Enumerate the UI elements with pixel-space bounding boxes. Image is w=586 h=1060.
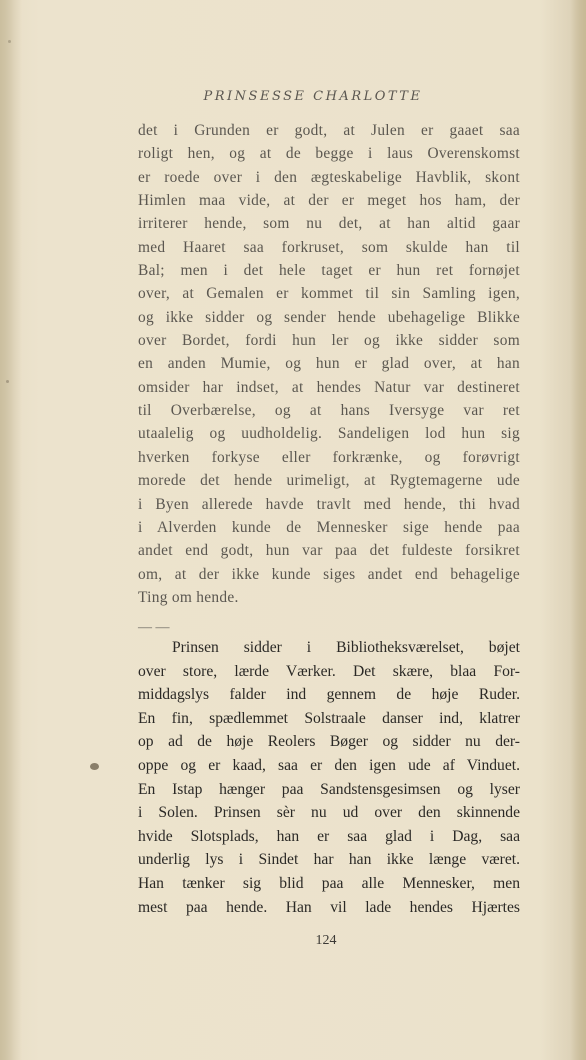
text-line: Han tænker sig blid paa alle Mennesker, men (138, 874, 520, 892)
text-line: op ad de høje Reolers Bøger og sidder nu der- (138, 733, 520, 751)
text-line: det i Grunden er godt, at Julen er gaaet saa (138, 122, 520, 139)
text-line: En fin, spædlemmet Solstraale danser ind, klatrer (138, 709, 520, 727)
text-line: Prinsen sidder i Bibliotheksværelset, bøjet (172, 639, 520, 656)
text-line: til Overbærelse, og at hans Iversyge var ret (138, 402, 520, 420)
text-line: Bal; men i det hele taget er hun ret fornøjet (138, 262, 520, 280)
text-line: i Byen allerede havde travlt med hende, thi hvad (138, 495, 520, 513)
text-line: hvide Slotsplads, han er saa glad i Dag, saa (138, 827, 520, 845)
text-line: roligt hen, og at de begge i laus Overenskomst (138, 145, 520, 163)
text-line: En Istap hænger paa Sandstensgesimsen og lyser (138, 780, 520, 798)
text-line: oppe og er kaad, saa er den igen ude af Vinduet. (138, 756, 520, 774)
section-separator: — — (138, 620, 170, 635)
text-line: er roede over i den ægteskabelige Havblik, skont (138, 168, 520, 186)
paper-blemish (8, 40, 11, 43)
paper-blemish (6, 380, 9, 383)
text-line: middagslys falder ind gennem de høje Ruder. (138, 686, 520, 704)
text-line: i Alverden kunde de Mennesker sige hende paa (138, 518, 520, 536)
text-line: i Solen. Prinsen sèr nu ud over den skinnende (138, 804, 520, 822)
text-line: omsider har indset, at hendes Natur var destineret (138, 378, 520, 396)
text-line: irriterer hende, som nu det, at han altid gaar (138, 215, 520, 233)
paper-blemish (90, 763, 99, 770)
text-line: over, at Gemalen er kommet til sin Samling igen, (138, 285, 520, 303)
text-line: med Haaret saa forkruset, som skulde han til (138, 238, 520, 256)
text-line: Himlen maa vide, at der er meget hos ham, der (138, 192, 520, 210)
text-line: en anden Mumie, og hun er glad over, at han (138, 355, 520, 373)
text-line: andet end godt, hun var paa det fuldeste forsikret (138, 542, 520, 560)
paragraph-1 (138, 119, 520, 609)
text-line: hverken forkyse eller forkrænke, og forøvrigt (138, 448, 520, 466)
text-line: over Bordet, fordi hun ler og ikke sidder som (138, 332, 520, 350)
text-line: over store, lærde Værker. Det skære, blaa For- (138, 662, 520, 680)
page-edge-shadow (570, 0, 586, 1060)
text-line: og ikke sidder og sender hende ubehagelige Blikke (138, 308, 520, 326)
page-gutter-shadow (0, 0, 22, 1060)
paragraph-2 (138, 636, 520, 919)
text-line: Ting om hende. (138, 588, 239, 606)
text-line: morede det hende urimeligt, at Rygtemagerne ude (138, 472, 520, 490)
text-line: om, at der ikke kunde siges andet end behagelige (138, 565, 520, 583)
page-number: 124 (315, 933, 337, 948)
running-header: PRINSESSE CHARLOTTE (203, 89, 423, 104)
text-line: utaalelig og uudholdelig. Sandeligen lod hun sig (138, 425, 520, 443)
text-line: underlig lys i Sindet har han ikke længe været. (138, 851, 520, 869)
text-line: mest paa hende. Han vil lade hendes Hjærtes (138, 898, 520, 916)
